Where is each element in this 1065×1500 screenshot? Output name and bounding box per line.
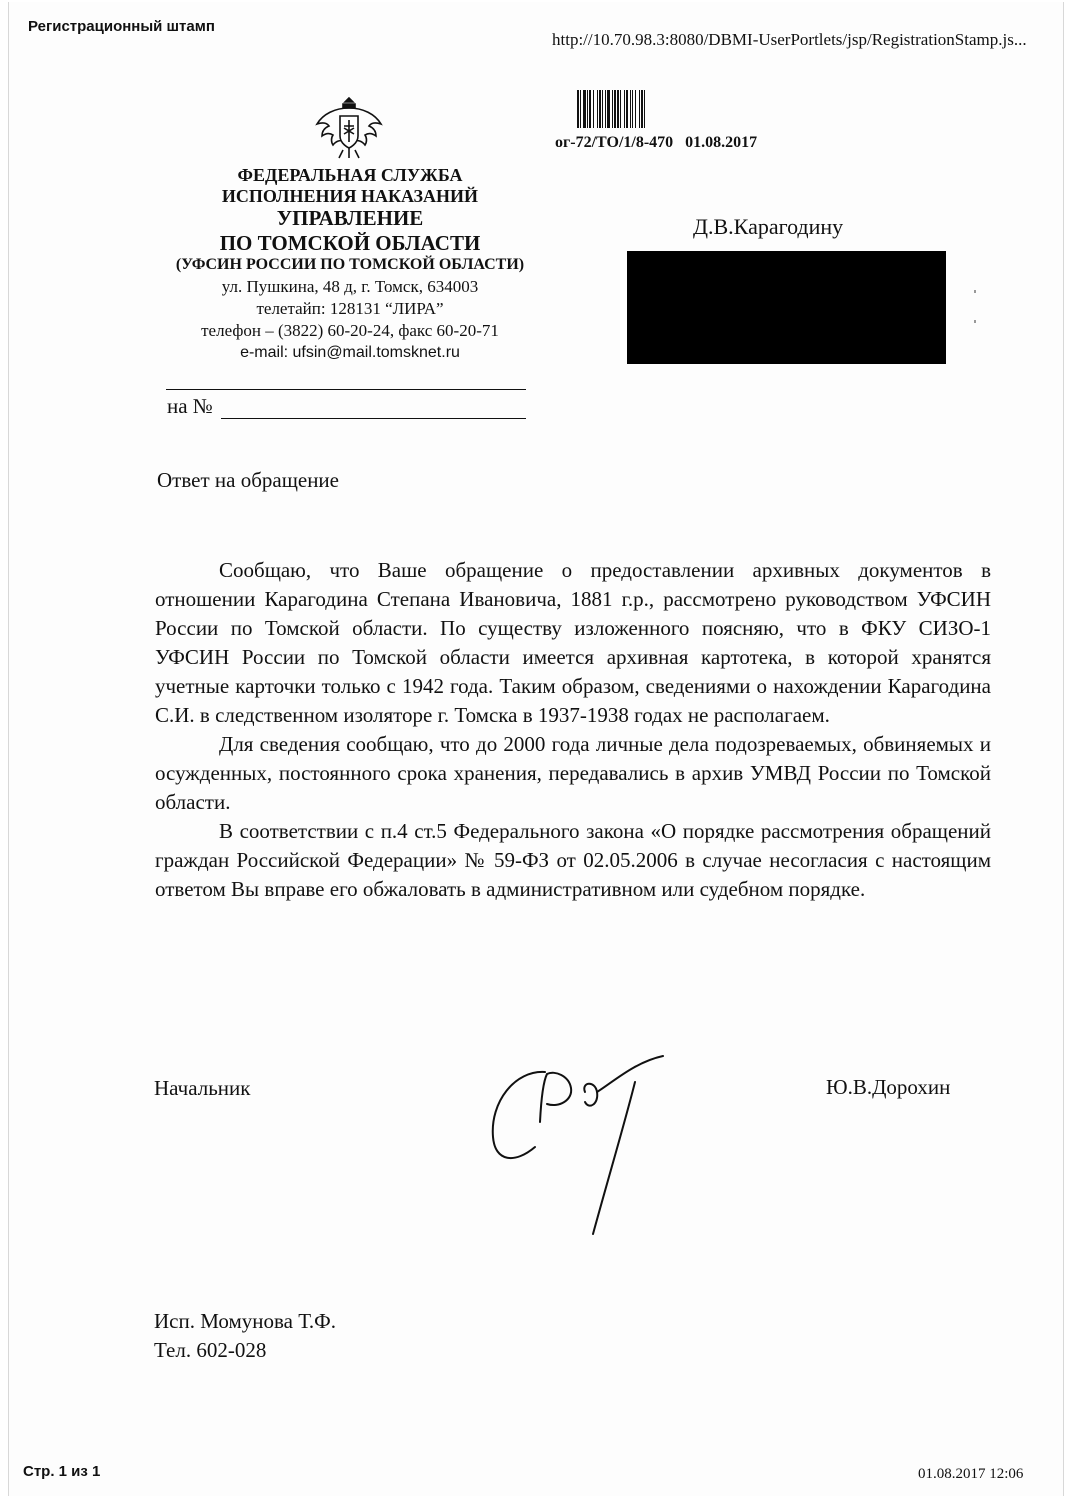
date-line (166, 389, 526, 390)
org-phone: телефон – (3822) 60-20-24, факс 60-20-71 (201, 321, 499, 340)
org-line-3: УПРАВЛЕНИЕ (276, 206, 424, 230)
registration-number: ог-72/ТО/1/8-470 (555, 134, 674, 151)
org-address: ул. Пушкина, 48 д, г. Томск, 634003 (221, 277, 479, 296)
stamp-url: http://10.70.98.3:8080/DBMI-UserPortlets/jsp/RegistrationStamp.js... (552, 30, 1027, 49)
body-paragraph-2: Для сведения сообщаю, что до 2000 года личные дела подозреваемых, обвиняемых и осужденных, постоянного срока хранения, передавались в архив УМВД России по Томской области. (155, 732, 991, 814)
ref-line (221, 418, 526, 419)
executor-name: Исп. Момунова Т.Ф. (154, 1309, 337, 1333)
stamp-label: Регистрационный штамп (28, 18, 215, 35)
ref-label: на № (167, 394, 213, 418)
org-line-1: ФЕДЕРАЛЬНАЯ СЛУЖБА (237, 165, 463, 185)
registration-line (555, 134, 757, 152)
emblem-icon (313, 90, 385, 162)
subject-line: Ответ на обращение (157, 468, 339, 492)
page-counter: Стр. 1 из 1 (23, 1463, 101, 1480)
signature-icon (485, 1052, 680, 1242)
barcode-bar (645, 90, 647, 128)
org-teletype: телетайп: 128131 “ЛИРА” (256, 299, 444, 318)
registration-date: 01.08.2017 (685, 134, 758, 151)
org-line-5: (УФСИН РОССИИ ПО ТОМСКОЙ ОБЛАСТИ) (175, 256, 525, 273)
org-email: e-mail: ufsin@mail.tomsknet.ru (240, 344, 460, 361)
redacted-address (627, 251, 946, 364)
recipient-name: Д.В.Карагодину (693, 214, 844, 239)
scan-specks (974, 290, 977, 330)
executor-phone: Тел. 602-028 (154, 1338, 267, 1362)
barcode-icon (577, 90, 759, 128)
body-paragraph-3: В соответствии с п.4 ст.5 Федерального закона «О порядке рассмотрения обращений граждан Российской Федерации» № 59-ФЗ от 02.05.2006 в случае несогласия с настоящим ответом Вы вправе его обжаловать в административном или судебном порядке. (155, 819, 991, 901)
signer-name: Ю.В.Дорохин (826, 1075, 951, 1099)
org-line-4: ПО ТОМСКОЙ ОБЛАСТИ (219, 231, 481, 255)
body-paragraph-1: Сообщаю, что Ваше обращение о предоставлении архивных документов в отношении Карагодина Степана Ивановича, 1881 г.р., рассмотрено руководством УФСИН России по Томской области. По существу изложенного поясняю, что в ФКУ СИЗО-1 УФСИН России по Томской области имеется архивная картотека, в которой хранятся учетные карточки только с 1942 года. Таким образом, сведениями о нахождении Карагодина С.И. в следственном изоляторе г. Томска в 1937-1938 годах не располагаем. (155, 558, 991, 727)
letter-body (155, 556, 991, 904)
signer-title: Начальник (154, 1076, 251, 1100)
org-line-2: ИСПОЛНЕНИЯ НАКАЗАНИЙ (221, 186, 479, 206)
print-datetime: 01.08.2017 12:06 (918, 1466, 1024, 1482)
